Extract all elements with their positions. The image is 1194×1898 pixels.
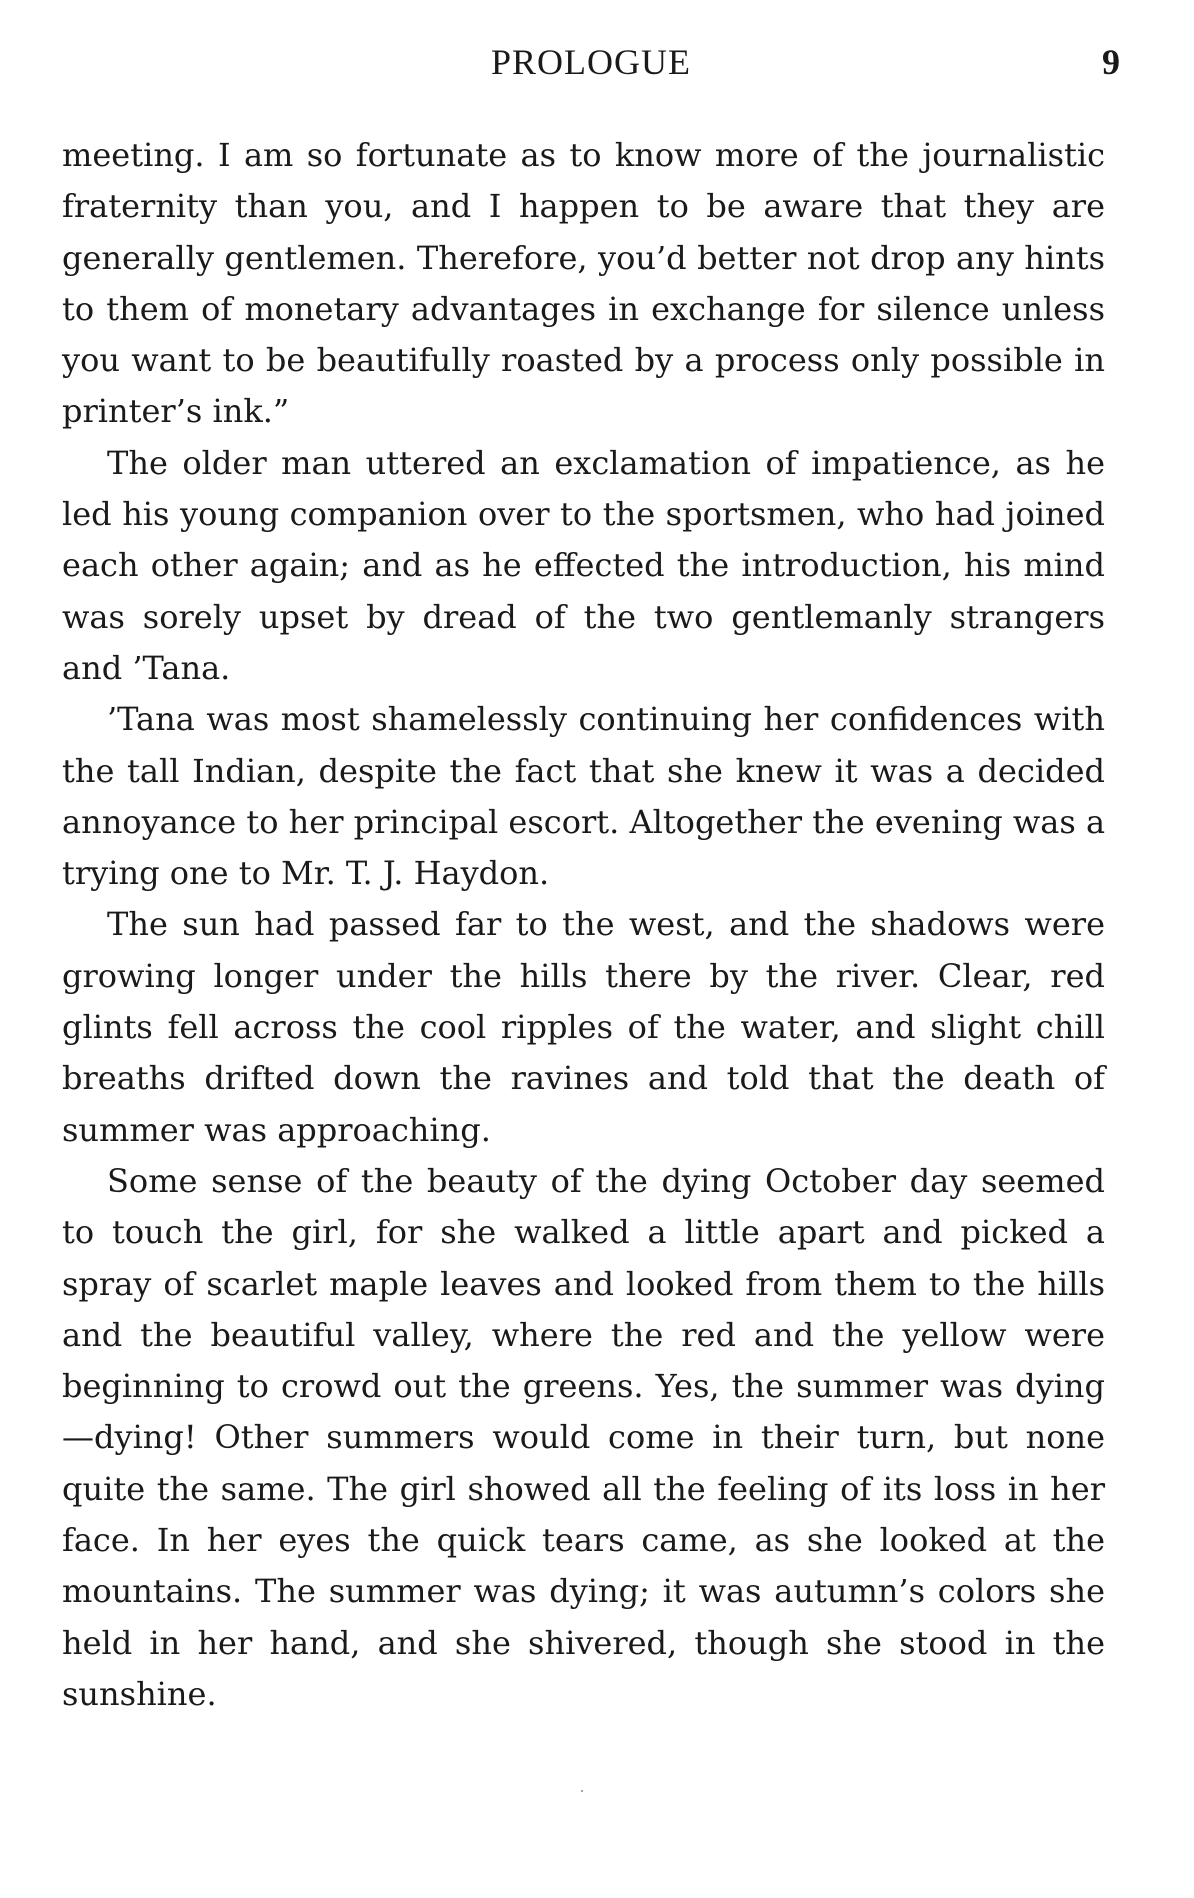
page-number: 9	[1102, 42, 1120, 82]
paragraph: The sun had passed far to the west, and the shadows were growing longer under the hills there by the river. Clear, red glints fell across the cool ripples of the water, and slight chill breaths drifted down the ravines and told that the death of summer was approaching.	[62, 905, 1105, 1149]
paragraph-continued: meeting. I am so fortunate as to know more of the journalistic fraternity than you, and I happen to be aware that they are generally gentlemen. Therefore, you’d better not drop any hints to them of monetary advantages in exchange for silence unless you want to be beautifully roasted by a process only possible in printer’s ink.”	[62, 136, 1105, 431]
print-speck	[581, 1790, 583, 1792]
chapter-title: PROLOGUE	[490, 42, 691, 82]
paragraph: The older man uttered an exclamation of impatience, as he led his young companion over to the sportsmen, who had joined each other again; and as he effected the introduction, his mind was sorely upset by dread of the two gentlemanly strangers and ’Tana.	[62, 443, 1105, 687]
body-text	[62, 130, 1105, 1720]
paragraph: Some sense of the beauty of the dying October day seemed to touch the girl, for she walked a little apart and picked a spray of scarlet maple leaves and looked from them to the hills and the beautiful valley, where the red and the yellow were beginning to crowd out the greens. Yes, the summer was dying—dying! Other summers would come in their turn, but none quite the same. The girl showed all the feeling of its loss in her face. In her eyes the quick tears came, as she looked at the mountains. The summer was dying; it was autumn’s colors she held in her hand, and she shivered, though she stood in the sunshine.	[62, 1161, 1105, 1713]
running-head	[62, 40, 1120, 84]
paragraph: ’Tana was most shamelessly continuing her confidences with the tall Indian, despite the fact that she knew it was a decided annoyance to her principal escort. Altogether the evening was a trying one to Mr. T. J. Haydon.	[62, 700, 1106, 893]
